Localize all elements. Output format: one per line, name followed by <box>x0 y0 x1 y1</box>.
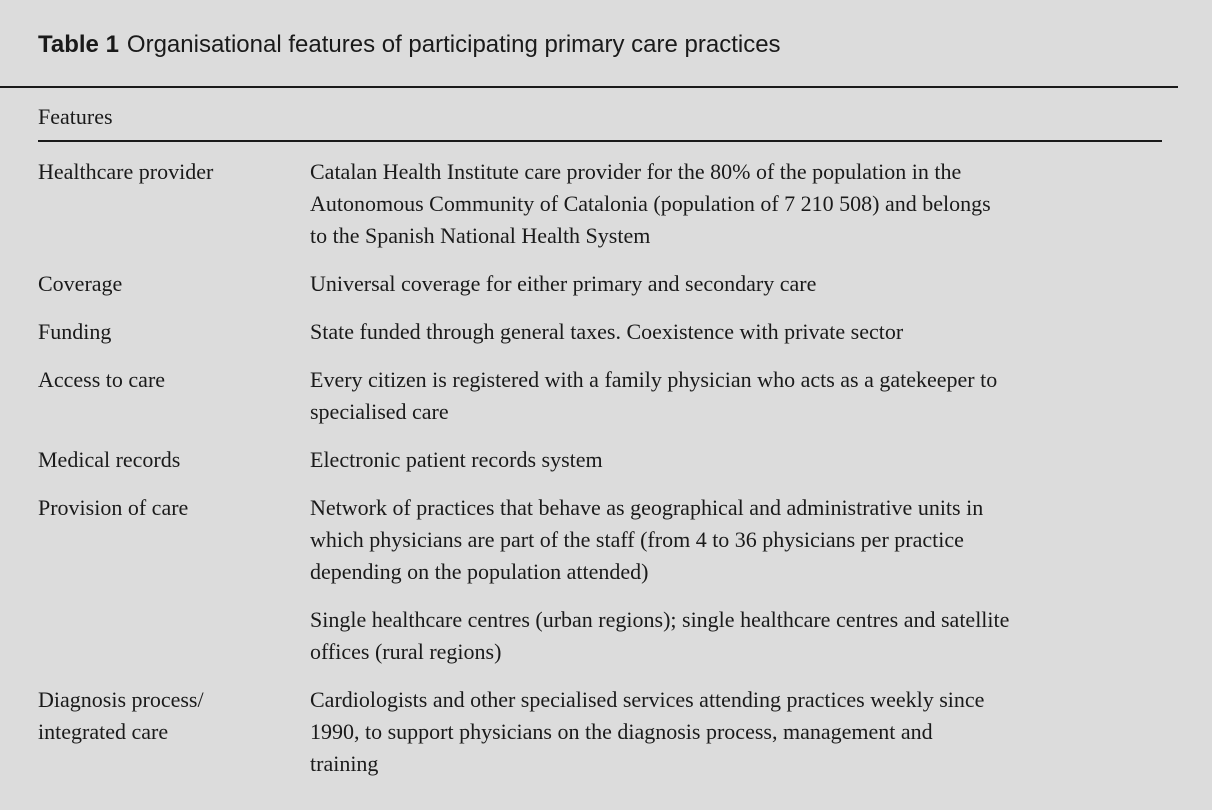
description-line: 1990, to support physicians on the diagnosis process, management and <box>310 719 933 744</box>
description-cell <box>310 316 1170 348</box>
table-row <box>0 684 1212 780</box>
column-header-features: Features <box>38 104 113 129</box>
table-row <box>0 156 1212 252</box>
description-cell <box>310 604 1170 668</box>
description-line: Catalan Health Institute care provider for the 80% of the population in the <box>310 159 962 184</box>
feature-line: integrated care <box>38 719 169 744</box>
feature-cell <box>38 684 298 748</box>
description-line: State funded through general taxes. Coexistence with private sector <box>310 319 904 344</box>
description-line: specialised care <box>310 399 449 424</box>
description-line: Single healthcare centres (urban regions); single healthcare centres and satellite <box>310 607 1010 632</box>
table-label: Table 1 <box>38 31 119 58</box>
feature-line: Healthcare provider <box>38 159 214 184</box>
table-row <box>0 268 1212 300</box>
description-line: depending on the population attended) <box>310 559 649 584</box>
feature-line: Funding <box>38 319 112 344</box>
description-line: which physicians are part of the staff (from 4 to 36 physicians per practice <box>310 527 964 552</box>
feature-cell <box>38 156 298 188</box>
description-line: Electronic patient records system <box>310 447 603 472</box>
feature-cell <box>38 268 298 300</box>
feature-cell <box>38 444 298 476</box>
feature-cell <box>38 492 298 524</box>
description-cell <box>310 492 1170 588</box>
table-title: Organisational features of participating primary care practices <box>126 31 781 58</box>
description-line: to the Spanish National Health System <box>310 223 651 248</box>
feature-line: Provision of care <box>38 495 189 520</box>
feature-line: Coverage <box>38 271 123 296</box>
description-line: offices (rural regions) <box>310 639 502 664</box>
description-cell <box>310 684 1170 780</box>
description-line: Cardiologists and other specialised services attending practices weekly since <box>310 687 985 712</box>
description-line: Network of practices that behave as geographical and administrative units in <box>310 495 984 520</box>
description-cell <box>310 268 1170 300</box>
table-caption <box>38 29 781 61</box>
top-rule <box>0 86 1178 88</box>
feature-cell <box>38 364 298 396</box>
description-line: training <box>310 751 379 776</box>
table-row <box>0 364 1212 428</box>
feature-line: Diagnosis process/ <box>38 687 204 712</box>
description-cell <box>310 444 1170 476</box>
table-row <box>0 604 1212 668</box>
description-line: Autonomous Community of Catalonia (population of 7 210 508) and belongs <box>310 191 991 216</box>
table-row <box>0 316 1212 348</box>
description-cell <box>310 364 1170 428</box>
table-row <box>0 492 1212 588</box>
feature-line: Medical records <box>38 447 181 472</box>
feature-line: Access to care <box>38 367 166 392</box>
description-line: Every citizen is registered with a family physician who acts as a gatekeeper to <box>310 367 998 392</box>
table-row <box>0 444 1212 476</box>
header-rule <box>38 140 1162 142</box>
table-body <box>0 156 1212 780</box>
description-cell <box>310 156 1170 252</box>
description-line: Universal coverage for either primary and secondary care <box>310 271 817 296</box>
feature-cell <box>38 316 298 348</box>
